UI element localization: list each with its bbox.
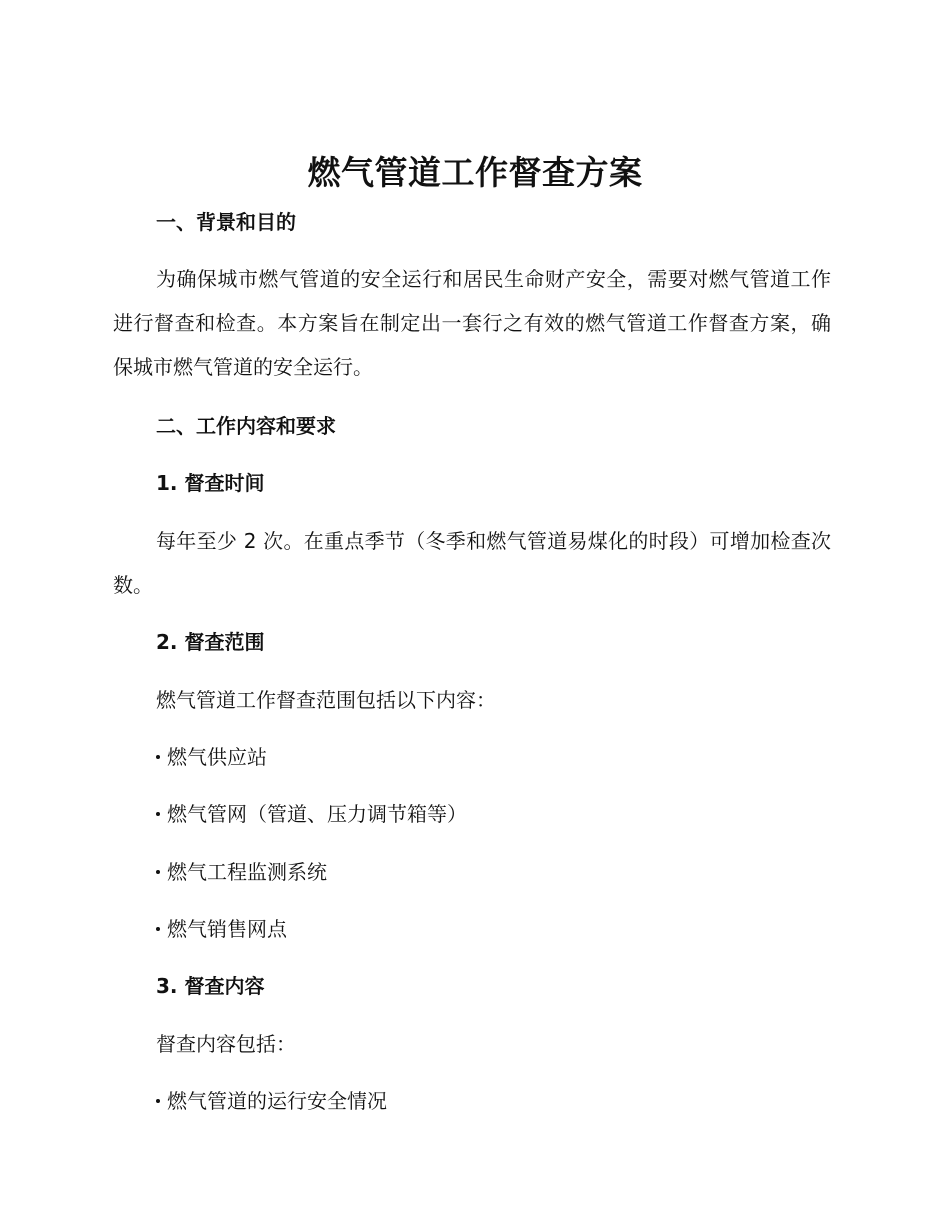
list-item-text: 燃气管道的运行安全情况 (167, 1089, 387, 1113)
bullet-icon (156, 812, 160, 816)
bullet-icon (156, 927, 160, 931)
list-item-text: 燃气销售网点 (167, 917, 287, 941)
list-item (113, 907, 874, 951)
list-item (113, 850, 874, 894)
list-item-text: 燃气管网（管道、压力调节箱等） (167, 802, 467, 826)
list-item (113, 1079, 874, 1123)
subsection-1-heading: 1. 督查时间 (156, 471, 265, 495)
bullet-icon (156, 1099, 160, 1103)
subsection-1-paragraph: 每年至少 2 次。在重点季节（冬季和燃气管道易煤化的时段）可增加检查次数。 (113, 529, 831, 597)
document-title: 燃气管道工作督查方案 (307, 153, 643, 192)
subsection-2-heading: 2. 督查范围 (156, 630, 265, 654)
subsection-2-intro: 燃气管道工作督查范围包括以下内容： (156, 688, 496, 712)
bullet-icon (156, 870, 160, 874)
list-item-text: 燃气供应站 (167, 745, 267, 769)
bullet-icon (156, 755, 160, 759)
section-1-paragraph: 为确保城市燃气管道的安全运行和居民生命财产安全，需要对燃气管道工作进行督查和检查。本方案旨在制定出一套行之有效的燃气管道工作督查方案，确保城市燃气管道的安全运行。 (113, 267, 831, 379)
subsection-3-intro: 督查内容包括： (156, 1032, 296, 1056)
section-2-heading: 二、工作内容和要求 (156, 414, 336, 438)
section-1-heading: 一、背景和目的 (156, 210, 296, 234)
subsection-3-heading: 3. 督查内容 (156, 974, 265, 998)
list-item (113, 792, 874, 836)
list-item (113, 735, 874, 779)
list-item-text: 燃气工程监测系统 (167, 860, 327, 884)
